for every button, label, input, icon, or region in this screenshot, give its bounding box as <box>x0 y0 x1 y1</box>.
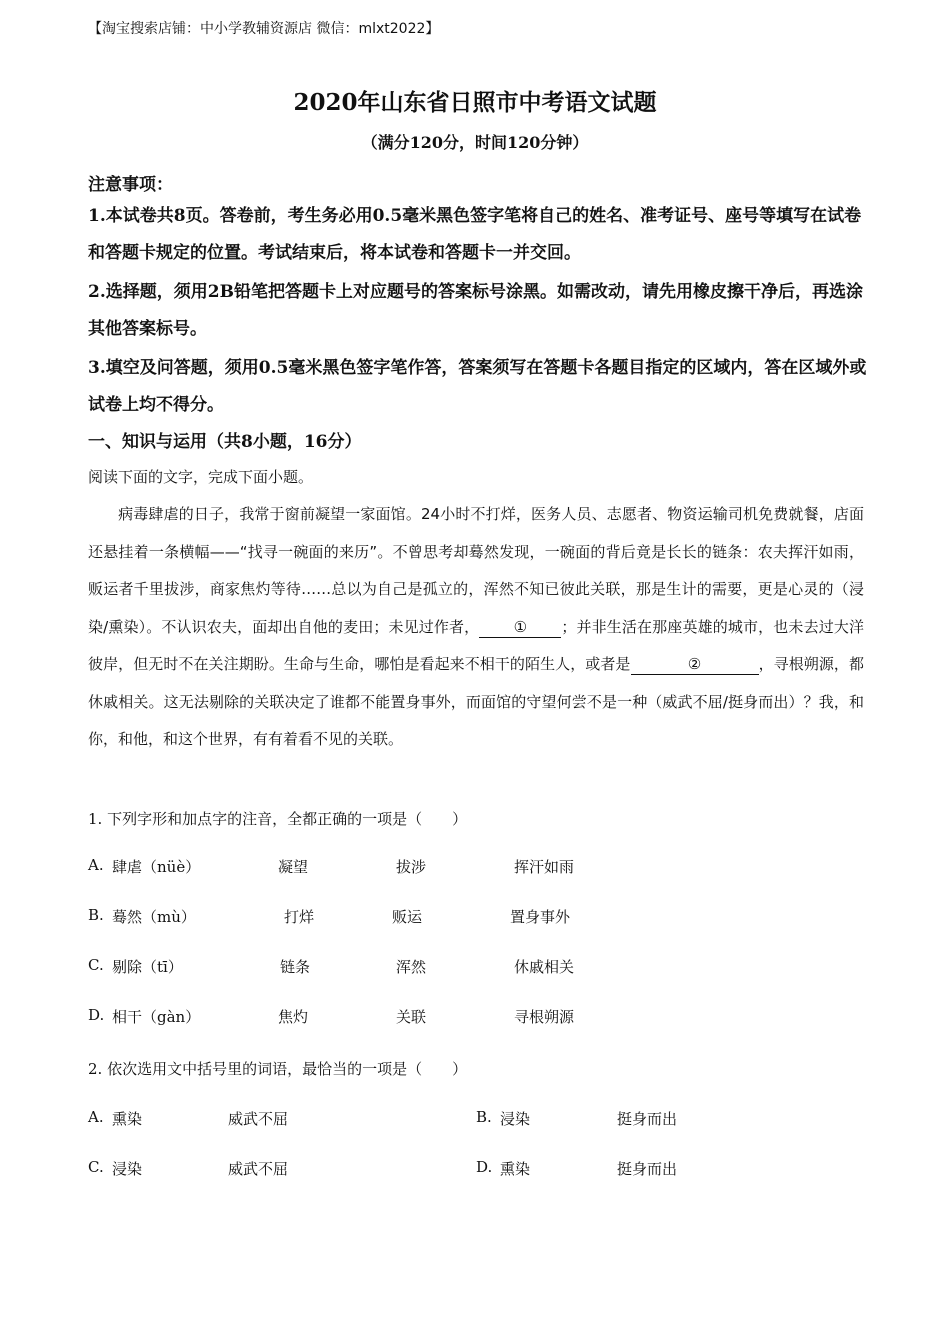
notice-item-3: 3.填空及问答题，须用0.5毫米黑色签字笔作答，答案须写在答题卡各题目指定的区域内，答在区域外或试卷上均不得分。 <box>88 358 867 415</box>
q1-option-b-item-2: 打烊 <box>284 908 315 926</box>
q1-option-c-item-1: 剔除（tī） <box>112 958 183 976</box>
q1-option-d-item-1: 相干（gàn） <box>112 1008 201 1026</box>
passage-part-1: 病毒肆虐的日子，我常于窗前凝望一家面馆。24小时不打烊，医务人员、志愿者、物资运输司机免费就餐，店面还悬挂着一条横幅——“找寻一碗面的来历”。不曾思考却蓦然发现，一碗面的背后竟是长长的链条：农夫挥汗如雨，贩运者千里拔涉，商家焦灼等待……总以为自己是孤立的，浑然不知已彼此关联，那是生计的需要，更是心灵的（浸染/熏染）。不认识农夫，面却出自他的麦田；未见过作者， <box>88 505 864 636</box>
q1-option-d-item-4: 寻根朔源 <box>514 1008 575 1026</box>
q2-option-a-item-1: 熏染 <box>112 1110 143 1128</box>
q1-option-a-item-4: 挥汗如雨 <box>514 858 575 876</box>
q2-option-d-item-1: 熏染 <box>500 1160 531 1178</box>
q2-option-d-item-2: 挺身而出 <box>617 1160 678 1178</box>
q1-option-a-item-1: 肆虐（nüè） <box>112 858 201 876</box>
passage-part-3: ，寻根朔源，都休戚相关。这无法剔除的关联决定了谁都不能置身事外，而面馆的守望何尝不是一种（威武不屈/挺身而出）？我，和你，和他，和这个世界，有有着看不见的关联。 <box>88 655 864 748</box>
q1-option-b-item-1: 蓦然（mù） <box>112 908 196 926</box>
passage-part-2: ；并非生活在那座英雄的城市，也未去过大洋彼岸，但无时不在关注期盼。生命与生命，哪怕是看起来不相干的陌生人，或者是 <box>88 617 864 673</box>
reading-instruction: 阅读下面的文字，完成下面小题。 <box>88 468 314 486</box>
q2-option-a-label: A. <box>88 1108 104 1126</box>
notice-item-1: 1.本试卷共8页。答卷前，考生务必用0.5毫米黑色签字笔将自己的姓名、准考证号、座号等填写在试卷和答题卡规定的位置。考试结束后，将本试卷和答题卡一并交回。 <box>88 206 862 263</box>
q1-option-a-label: A. <box>88 856 104 874</box>
q1-option-d-item-3: 关联 <box>396 1008 427 1026</box>
page-title: 2020年山东省日照市中考语文试题 <box>293 89 657 116</box>
q2-option-c-item-2: 威武不屈 <box>228 1160 289 1178</box>
page-subtitle: （满分120分，时间120分钟） <box>361 133 589 152</box>
q2-option-b-label: B. <box>476 1108 492 1126</box>
q1-option-b-item-4: 置身事外 <box>510 908 571 926</box>
q1-option-b-item-3: 贩运 <box>392 908 423 926</box>
question-1-stem: 1. 下列字形和加点字的注音，全都正确的一项是（ ） <box>88 810 468 828</box>
reading-passage <box>88 496 864 759</box>
watermark-text: 【淘宝搜索店铺：中小学教辅资源店 微信：mlxt2022】 <box>88 21 440 37</box>
q1-option-c-label: C. <box>88 956 104 974</box>
section-heading: 一、知识与运用（共8小题，16分） <box>88 432 362 452</box>
notice-heading: 注意事项： <box>88 175 173 195</box>
question-2-stem: 2. 依次选用文中括号里的词语，最恰当的一项是（ ） <box>88 1060 468 1078</box>
q2-option-a-item-2: 威武不屈 <box>228 1110 289 1128</box>
blank-1: ① <box>479 617 561 638</box>
q1-option-a-item-3: 拔涉 <box>396 858 427 876</box>
q2-option-b-item-2: 挺身而出 <box>617 1110 678 1128</box>
blank-2: ② <box>631 654 759 675</box>
q2-option-d-label: D. <box>476 1158 493 1176</box>
q2-option-b-item-1: 浸染 <box>500 1110 531 1128</box>
q2-option-c-label: C. <box>88 1158 104 1176</box>
q1-option-b-label: B. <box>88 906 104 924</box>
q1-option-a-item-2: 凝望 <box>278 858 309 876</box>
q2-option-c-item-1: 浸染 <box>112 1160 143 1178</box>
q1-option-c-item-2: 链条 <box>280 958 311 976</box>
q1-option-c-item-4: 休戚相关 <box>514 958 575 976</box>
q1-option-d-label: D. <box>88 1006 105 1024</box>
notice-item-2: 2.选择题，须用2B铅笔把答题卡上对应题号的答案标号涂黑。如需改动，请先用橡皮擦干净后，再选涂其他答案标号。 <box>88 282 863 339</box>
q1-option-d-item-2: 焦灼 <box>278 1008 309 1026</box>
q1-option-c-item-3: 浑然 <box>396 958 427 976</box>
